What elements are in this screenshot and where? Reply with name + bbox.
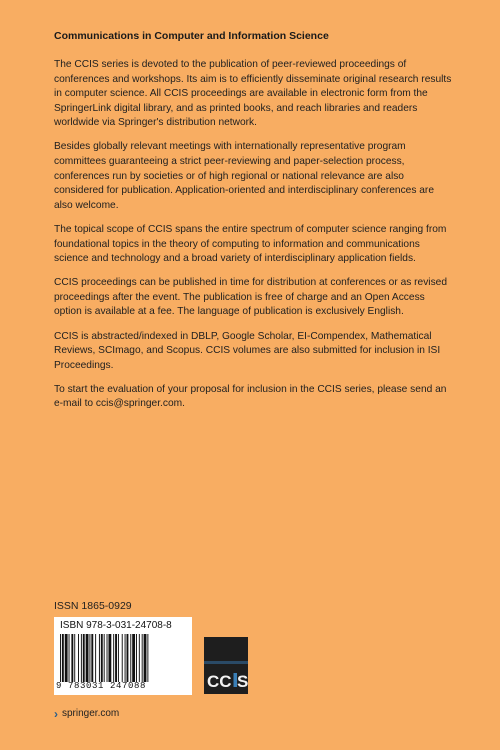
- barcode-bar: [139, 634, 140, 682]
- paragraph: To start the evaluation of your proposal for inclusion in the CCIS series, please send an e-mail to ccis@springer.com.: [54, 383, 447, 410]
- barcode-bar: [122, 634, 123, 682]
- series-description: [54, 58, 454, 421]
- chevron-right-icon: ›: [54, 707, 58, 721]
- barcode: [54, 617, 192, 695]
- barcode-bar: [125, 634, 126, 682]
- ccis-logo: [204, 637, 248, 694]
- barcode-bar: [132, 634, 135, 682]
- paragraph: CCIS proceedings can be published in time for distribution at conferences or as revised proceedings after the event. The publication is free of charge and an Open Access option is available at a fee. The language of publication is exclusively English.: [54, 277, 447, 318]
- barcode-bar: [115, 634, 117, 682]
- barcode-bars: [58, 634, 188, 682]
- springer-website[interactable]: [54, 708, 119, 720]
- isbn-label: ISBN 978-3-031-24708-8: [60, 620, 172, 631]
- barcode-bar: [65, 634, 68, 682]
- barcode-bar: [91, 634, 93, 682]
- barcode-bar: [62, 634, 64, 682]
- barcode-bar: [118, 634, 119, 682]
- barcode-bar: [89, 634, 90, 682]
- barcode-bar: [142, 634, 143, 682]
- website-label: springer.com: [62, 708, 120, 719]
- logo-stripe: [204, 661, 248, 664]
- barcode-bar: [99, 634, 100, 682]
- barcode-bar: [74, 634, 75, 682]
- barcode-bar: [127, 634, 129, 682]
- barcode-bar: [81, 634, 82, 682]
- paragraph: CCIS is abstracted/indexed in DBLP, Google Scholar, EI-Compendex, Mathematical Reviews, SCImago, and Scopus. CCIS volumes are also submitted for inclusion in ISI Proceedings.: [54, 330, 441, 371]
- paragraph: The topical scope of CCIS spans the entire spectrum of computer science ranging from foundational topics in the theory of computing to information and communications science and technology and a broad variety of interdisciplinary application fields.: [54, 223, 447, 265]
- barcode-bar: [86, 634, 89, 682]
- logo-letter-s: S: [237, 672, 248, 691]
- barcode-bar: [107, 634, 108, 682]
- barcode-bar: [71, 634, 73, 682]
- barcode-digits: 9 783031 247088: [56, 681, 147, 691]
- barcode-bar: [104, 634, 105, 682]
- barcode-bar: [101, 634, 103, 682]
- paragraph: Besides globally relevant meetings with internationally representative program committees guaranteeing a strict peer-reviewing and paper-selection process, conferences run by societies or of high regional or national relevance are also considered for publication. Application-oriented and interdisciplinary conferences are also welcome.: [54, 141, 434, 211]
- barcode-bar: [144, 634, 147, 682]
- paragraph: The CCIS series is devoted to the publication of peer-reviewed proceedings of conferences and workshops. Its aim is to efficiently disseminate original research results in computer science. All CCIS proceedings are available in electronic form from the SpringerLink digital library, and as printed books, and reach libraries and readers worldwide via Springer's distribution network.: [54, 59, 452, 129]
- barcode-bar: [95, 634, 96, 682]
- issn-label: ISSN 1865-0929: [54, 600, 132, 612]
- barcode-bar: [113, 634, 114, 682]
- series-title: Communications in Computer and Information Science: [54, 30, 329, 42]
- barcode-bar: [147, 634, 148, 682]
- barcode-bar: [83, 634, 85, 682]
- barcode-bar: [130, 634, 131, 682]
- barcode-bar: [60, 634, 61, 682]
- barcode-bar: [78, 634, 79, 682]
- logo-letters-cc: CC: [207, 672, 232, 691]
- barcode-bar: [136, 634, 137, 682]
- barcode-bar: [108, 634, 111, 682]
- barcode-bar: [69, 634, 70, 682]
